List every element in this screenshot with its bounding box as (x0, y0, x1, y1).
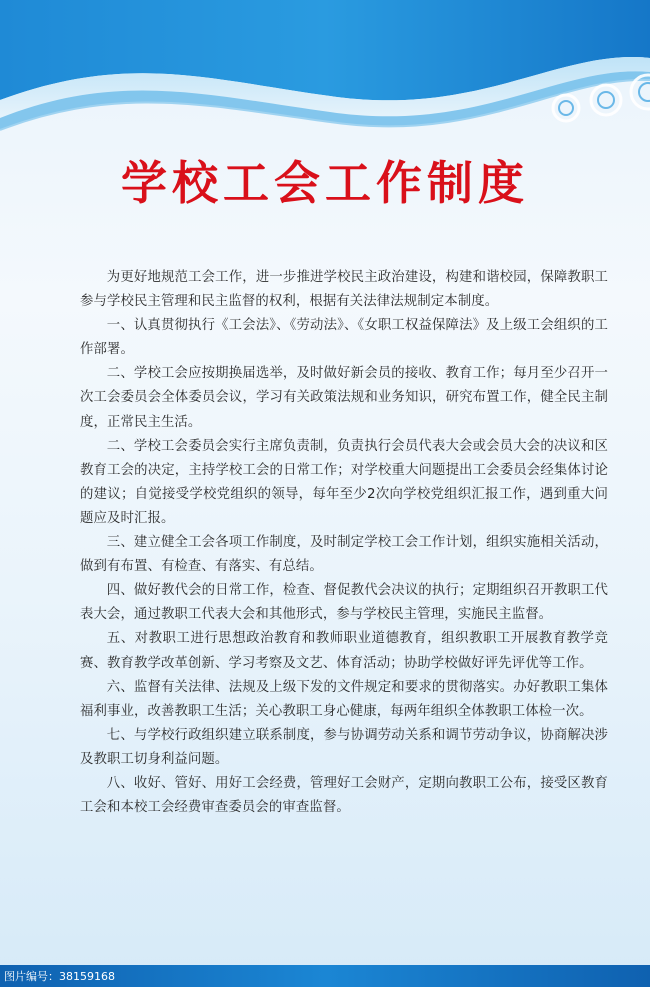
page-title: 学校工会工作制度 (121, 156, 529, 210)
paragraph-item-2b: 二、学校工会委员会实行主席负责制，负责执行会员代表大会或会员大会的决议和区教育工会的决定，主持学校工会的日常工作；对学校重大问题提出工会委员会经集体讨论的建议；自觉接受学校党组织的领导，每年至少2次向学校党组织汇报工作，遇到重大问题应及时汇报。 (80, 438, 608, 526)
header-wave-decoration (0, 0, 650, 150)
regulation-body (80, 266, 608, 820)
paragraph-item-6: 六、监督有关法律、法规及上级下发的文件规定和要求的贯彻落实。办好教职工集体福利事业，改善教职工生活；关心教职工身心健康，每两年组织全体教职工体检一次。 (80, 679, 608, 719)
paragraph-item-2: 二、学校工会应按期换届选举，及时做好新会员的接收、教育工作；每月至少召开一次工会委员会全体委员会议，学习有关政策法规和业务知识，研究布置工作，健全民主制度，正常民主生活。 (80, 366, 608, 430)
paragraph-item-1: 一、认真贯彻执行《工会法》、《劳动法》、《女职工权益保障法》及上级工会组织的工作部署。 (80, 318, 608, 358)
paragraph-intro: 为更好地规范工会工作，进一步推进学校民主政治建设，构建和谐校园，保障教职工参与学校民主管理和民主监督的权利，根据有关法律法规制定本制度。 (80, 270, 608, 310)
paragraph-item-7: 七、与学校行政组织建立联系制度，参与协调劳动关系和调节劳动争议，协商解决涉及教职工切身利益问题。 (80, 727, 608, 767)
paragraph-item-8: 八、收好、管好、用好工会经费，管理好工会财产，定期向教职工公布，接受区教育工会和本校工会经费审查委员会的审查监督。 (80, 775, 608, 816)
paragraph-item-4: 四、做好教代会的日常工作，检查、督促教代会决议的执行；定期组织召开教职工代表大会，通过教职工代表大会和其他形式，参与学校民主管理，实施民主监督。 (80, 583, 608, 623)
paragraph-item-5: 五、对教职工进行思想政治教育和教师职业道德教育，组织教职工开展教育教学竞赛、教育教学改革创新、学习考察及文艺、体育活动；协助学校做好评先评优等工作。 (80, 631, 608, 671)
watermark-id: 图片编号：38159168 (4, 970, 115, 983)
paragraph-item-3: 三、建立健全工会各项工作制度，及时制定学校工会工作计划，组织实施相关活动，做到有布置、有检查、有落实、有总结。 (80, 535, 608, 575)
